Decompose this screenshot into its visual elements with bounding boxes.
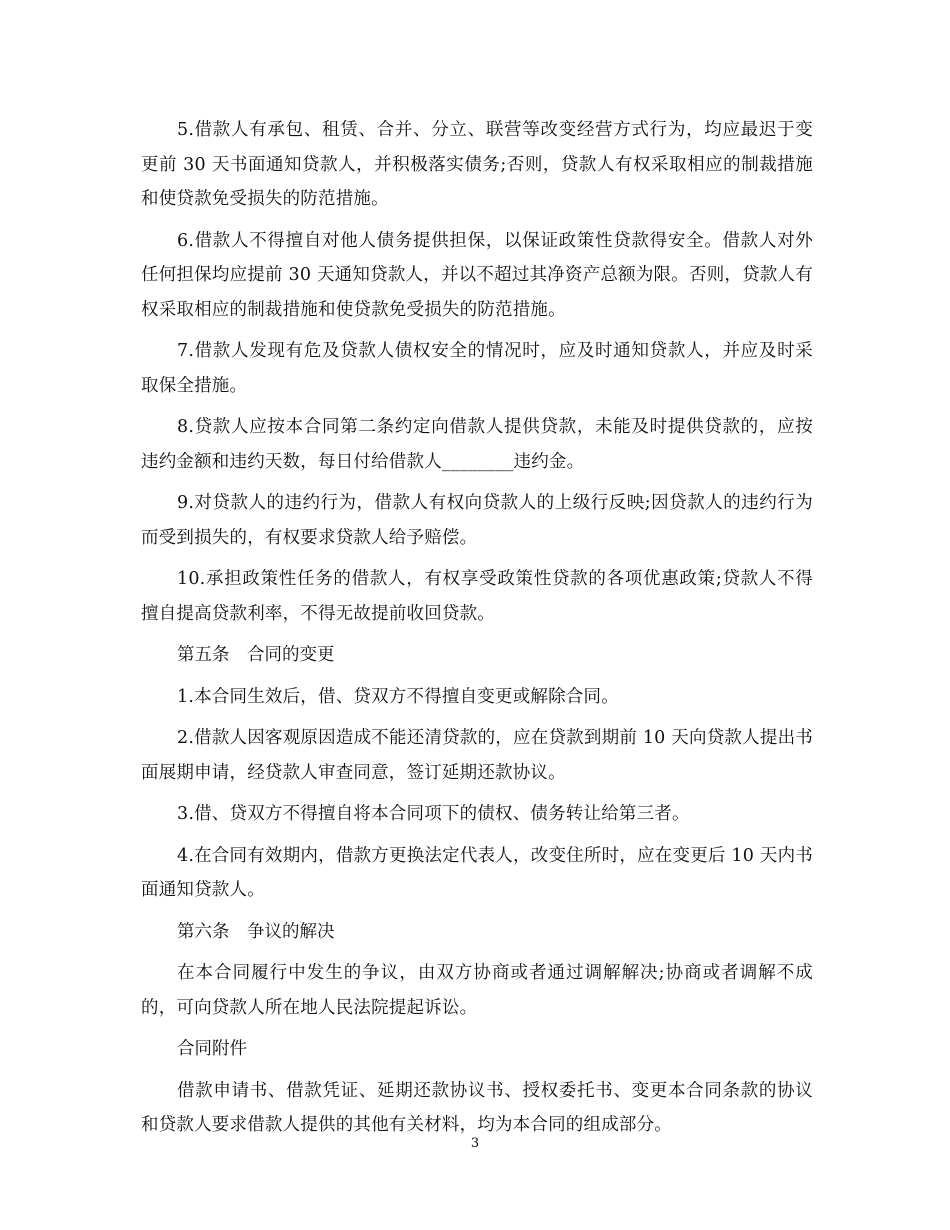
page-number: 3 bbox=[470, 1136, 480, 1151]
clause-9-paragraph: 9.对贷款人的违约行为，借款人有权向贷款人的上级行反映;因贷款人的违约行为而受到损失的，有权要求贷款人给予赔偿。 bbox=[141, 493, 813, 548]
article-5-heading: 第五条 合同的变更 bbox=[177, 645, 335, 665]
clause-6-paragraph: 6.借款人不得擅自对他人债务提供担保，以保证政策性贷款得安全。借款人对外任何担保均应提前 30 天通知贷款人，并以不超过其净资产总额为限。否则，贷款人有权采取相应的制裁措施和使贷款免受损失的防范措施。 bbox=[141, 230, 813, 320]
attachments-paragraph: 借款申请书、借款凭证、延期还款协议书、授权委托书、变更本合同条款的协议和贷款人要求借款人提供的其他有关材料，均为本合同的组成部分。 bbox=[141, 1080, 813, 1135]
clause-8-paragraph: 8.贷款人应按本合同第二条约定向借款人提供贷款，未能及时提供贷款的，应按违约金额和违约天数，每日付给借款人________违约金。 bbox=[141, 417, 813, 472]
attachments-heading: 合同附件 bbox=[177, 1039, 247, 1059]
clause-10-paragraph: 10.承担政策性任务的借款人，有权享受政策性贷款的各项优惠政策;贷款人不得擅自提高贷款利率，不得无故提前收回贷款。 bbox=[141, 569, 813, 624]
document-body bbox=[141, 113, 813, 1150]
article-5-item-2: 2.借款人因客观原因造成不能还清贷款的，应在贷款到期前 10 天向贷款人提出书面展期申请，经贷款人审查同意，签订延期还款协议。 bbox=[141, 728, 813, 783]
clause-7-paragraph: 7.借款人发现有危及贷款人债权安全的情况时，应及时通知贷款人，并应及时采取保全措施。 bbox=[141, 341, 813, 396]
article-5-item-3: 3.借、贷双方不得擅自将本合同项下的债权、债务转让给第三者。 bbox=[177, 804, 690, 824]
article-5-item-1: 1.本合同生效后，借、贷双方不得擅自变更或解除合同。 bbox=[177, 686, 619, 707]
clause-5-paragraph: 5.借款人有承包、租赁、合并、分立、联营等改变经营方式行为，均应最迟于变更前 30 天书面通知贷款人，并积极落实债务;否则，贷款人有权采取相应的制裁措施和使贷款免受损失的防范措施。 bbox=[141, 120, 813, 209]
article-6-heading: 第六条 争议的解决 bbox=[177, 921, 335, 942]
article-5-item-4: 4.在合同有效期内，借款方更换法定代表人，改变住所时，应在变更后 10 天内书面通知贷款人。 bbox=[141, 845, 813, 900]
dispute-resolution-paragraph: 在本合同履行中发生的争议，由双方协商或者通过调解解决;协商或者调解不成的，可向贷款人所在地人民法院提起诉讼。 bbox=[141, 963, 813, 1018]
